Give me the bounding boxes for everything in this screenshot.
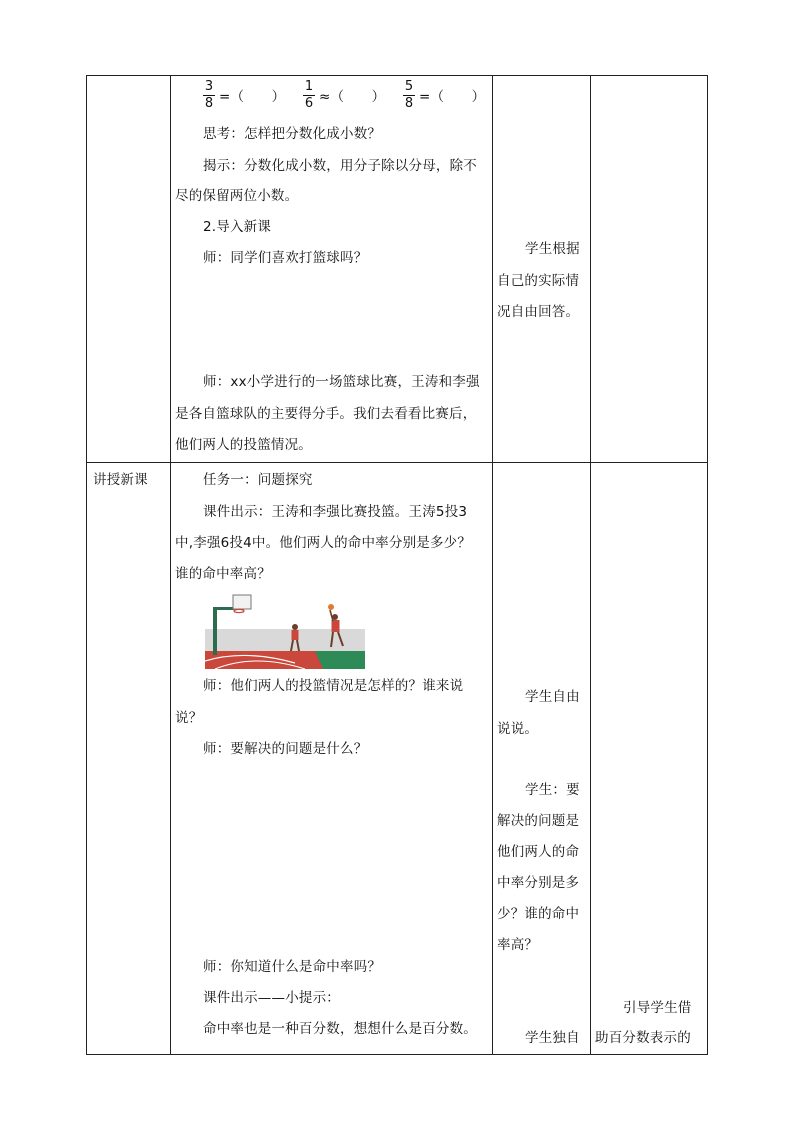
student-line: 学生自由 xyxy=(525,689,580,705)
column-divider xyxy=(590,76,591,1054)
fraction-5-8: 5 8 xyxy=(404,79,414,111)
student-line: 况自由回答。 xyxy=(497,304,580,320)
teacher-question: 师：你知道什么是命中率吗？ xyxy=(203,959,382,975)
intent-line: 助百分数表示的 xyxy=(595,1030,691,1046)
fraction-3-8: 3 8 xyxy=(204,79,214,111)
stage-label: 讲授新课 xyxy=(93,472,148,488)
column-divider xyxy=(170,76,171,1054)
courseware-line: 谁的命中率高？ xyxy=(175,566,271,582)
student-line: 少？谁的命中 xyxy=(497,906,580,922)
student-line: 他们两人的命 xyxy=(497,844,580,860)
fraction-tail: =（ ） xyxy=(219,89,286,105)
think-question: 思考：怎样把分数化成小数？ xyxy=(203,126,382,142)
teacher-line: 师：同学们喜欢打篮球吗？ xyxy=(203,250,368,266)
hint-title: 课件出示——小提示： xyxy=(203,990,340,1006)
courseware-line: 课件出示：王涛和李强比赛投篮。王涛5投3 xyxy=(203,504,468,520)
hint-line: 尽的保留两位小数。 xyxy=(175,188,299,204)
teacher-question: 师：他们两人的投篮情况是怎样的？谁来说 xyxy=(203,678,464,694)
fraction-1-6: 1 6 xyxy=(304,79,314,111)
courseware-line: 中,李强6投4中。他们两人的命中率分别是多少？ xyxy=(175,535,472,551)
fraction-tail: =（ ） xyxy=(419,89,486,105)
student-line: 中率分别是多 xyxy=(497,875,580,891)
lesson-table xyxy=(86,75,708,1055)
section-title: 2.导入新课 xyxy=(203,219,272,235)
fraction-tail: ≈（ ） xyxy=(319,89,386,105)
teacher-question: 师：要解决的问题是什么？ xyxy=(203,741,368,757)
teacher-question: 说？ xyxy=(175,710,203,726)
teacher-line: 他们两人的投篮情况。 xyxy=(175,437,312,453)
basketball-court-illustration xyxy=(205,591,365,669)
student-line: 解决的问题是 xyxy=(497,813,580,829)
intent-line: 引导学生借 xyxy=(623,1000,692,1016)
task-title: 任务一：问题探究 xyxy=(203,472,313,488)
hint-text: 命中率也是一种百分数，想想什么是百分数。 xyxy=(203,1021,477,1037)
student-line: 学生独自 xyxy=(525,1030,580,1046)
student-line: 学生：要 xyxy=(525,782,580,798)
student-line: 自己的实际情 xyxy=(497,273,580,289)
student-line: 率高？ xyxy=(497,937,539,953)
column-divider xyxy=(492,76,493,1054)
teacher-line: 师：xx小学进行的一场篮球比赛，王涛和李强 xyxy=(203,374,480,390)
teacher-line: 是各自篮球队的主要得分手。我们去看看比赛后， xyxy=(175,406,477,422)
student-line: 说说。 xyxy=(497,721,539,737)
row-divider xyxy=(87,462,707,463)
hint-line: 揭示：分数化成小数，用分子除以分母，除不 xyxy=(203,158,477,174)
student-line: 学生根据 xyxy=(525,241,580,257)
